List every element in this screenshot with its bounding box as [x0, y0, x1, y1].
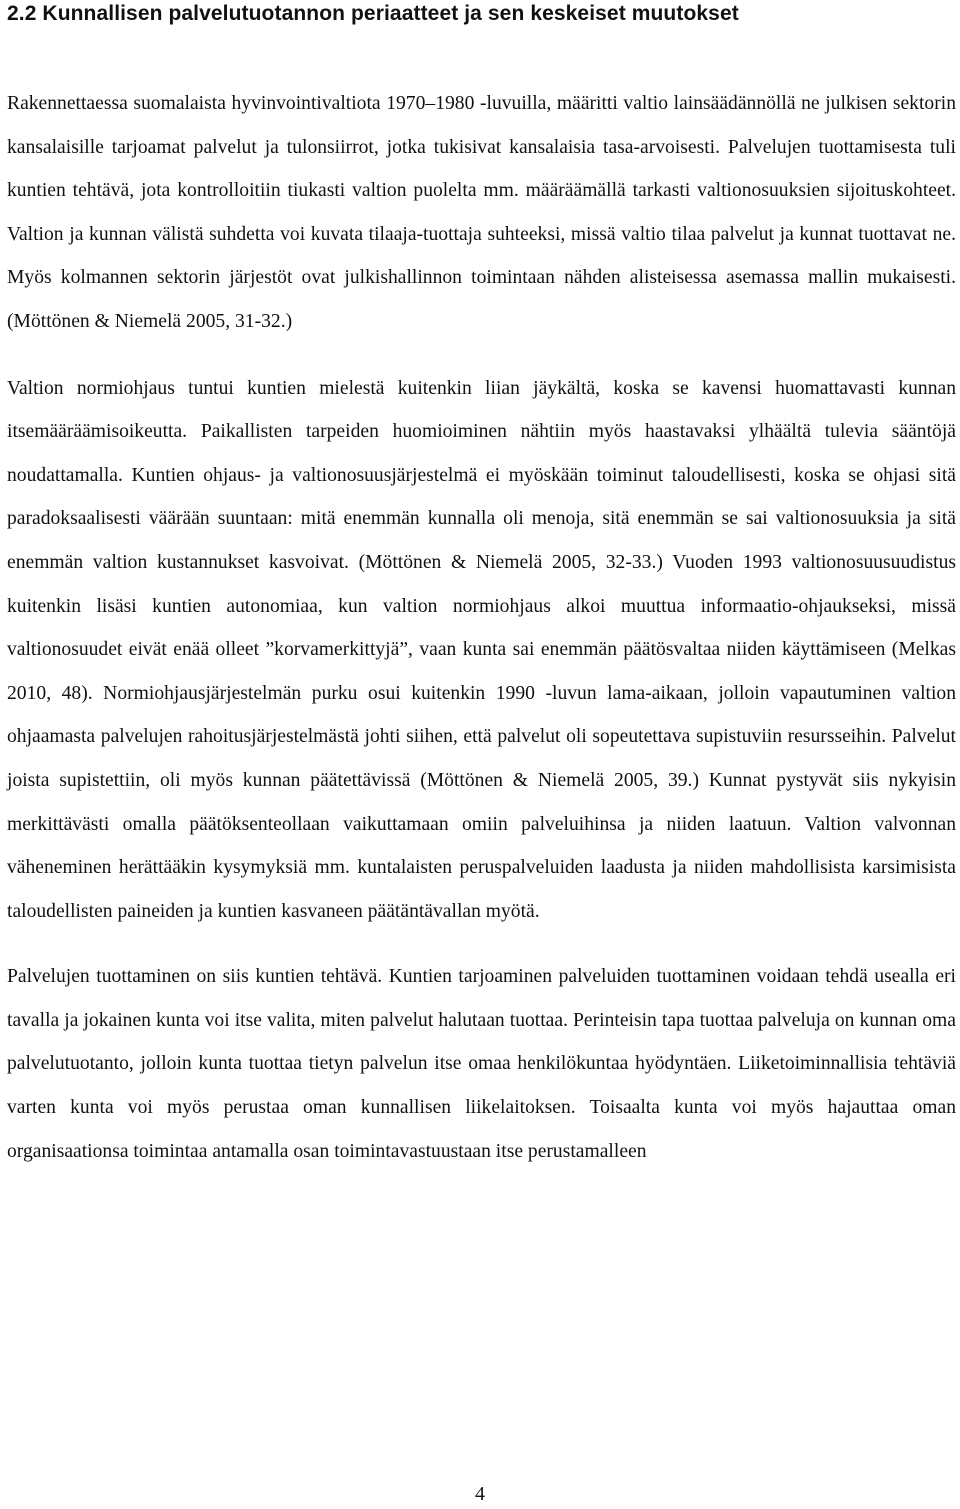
paragraph-3: Palvelujen tuottaminen on siis kuntien tehtävä. Kuntien tarjoaminen palveluiden tuottaminen voidaan tehdä usealla eri tavalla ja jokainen kunta voi itse valita, miten palvelut halutaan tuottaa. Perinteisin tapa tuottaa palveluja on kunnan oma palvelutuotanto, jolloin kunta tuottaa tietyn palvelun itse omaa henkilökuntaa hyödyntäen. Liiketoiminnallisia tehtäviä varten kunta voi myös perustaa oman kunnallisen liikelaitoksen. Toisaalta kunta voi myös hajauttaa oman organisaationsa toimintaa antamalla osan toimintavastuustaan itse perustamalleen: [7, 966, 956, 1162]
paragraph-2: Valtion normiohjaus tuntui kuntien mielestä kuitenkin liian jäykältä, koska se kavensi huomattavasti kunnan itsemääräämisoikeutta. Paikallisten tarpeiden huomioiminen nähtiin myös haastavaksi ylhäältä tulevia sääntöjä noudattamalla. Kuntien ohjaus- ja valtionosuusjärjestelmä ei myöskään toiminut taloudellisesti, koska se ohjasi sitä paradoksaalisesti väärään suuntaan: mitä enemmän kunnalla oli menoja, sitä enemmän se sai valtionosuuksia ja sitä enemmän valtion kustannukset kasvoivat. (Möttönen & Niemelä 2005, 32-33.) Vuoden 1993 valtionosuusuudistus kuitenkin lisäsi kuntien autonomiaa, kun valtion normiohjaus alkoi muuttua informaatio-ohjaukseksi, missä valtionosuudet eivät enää olleet ”korvamerkittyjä”, vaan kunta sai enemmän päätösvaltaa niiden käyttämiseen (Melkas 2010, 48). Normiohjausjärjestelmän purku osui kuitenkin 1990 -luvun lama-aikaan, jolloin vapautuminen valtion ohjaamasta palvelujen rahoitusjärjestelmästä johti siihen, että palvelut oli sopeutettava supistuviin resursseihin. Palvelut joista supistettiin, oli myös kunnan päätettävissä (Möttönen & Niemelä 2005, 39.) Kunnat pystyvät siis nykyisin merkittävästi omalla päätöksenteollaan vaikuttamaan omiin palveluihinsa ja niiden laatuun. Valtion valvonnan väheneminen herättääkin kysymyksiä mm. kuntalaisten peruspalveluiden laadusta ja niiden mahdollisista karsimisista taloudellisten paineiden ja kuntien kasvaneen päätäntävallan myötä.: [7, 377, 956, 922]
paragraph-1: Rakennettaessa suomalaista hyvinvointivaltiota 1970–1980 -luvuilla, määritti valtio lainsäädännöllä ne julkisen sektorin kansalaisille tarjoamat palvelut ja tulonsiirrot, jotka tukisivat kansalaisia tasa-arvoisesti. Palvelujen tuottamisesta tuli kuntien tehtävä, jota kontrolloitiin tiukasti valtion puolelta mm. määräämällä tarkasti valtionosuuksien sijoituskohteet. Valtion ja kunnan välistä suhdetta voi kuvata tilaaja-tuottaja suhteeksi, missä valtio tilaa palvelut ja kunnat tuottavat ne. Myös kolmannen sektorin järjestöt ovat julkishallinnon toimintaan nähden alisteisessa asemassa mallin mukaisesti. (Möttönen & Niemelä 2005, 31-32.): [7, 93, 956, 332]
document-page: [7, 0, 956, 1173]
section-heading: 2.2 Kunnallisen palvelutuotannon periaatteet ja sen keskeiset muutokset: [7, 2, 739, 25]
page-number: 4: [475, 1483, 485, 1505]
